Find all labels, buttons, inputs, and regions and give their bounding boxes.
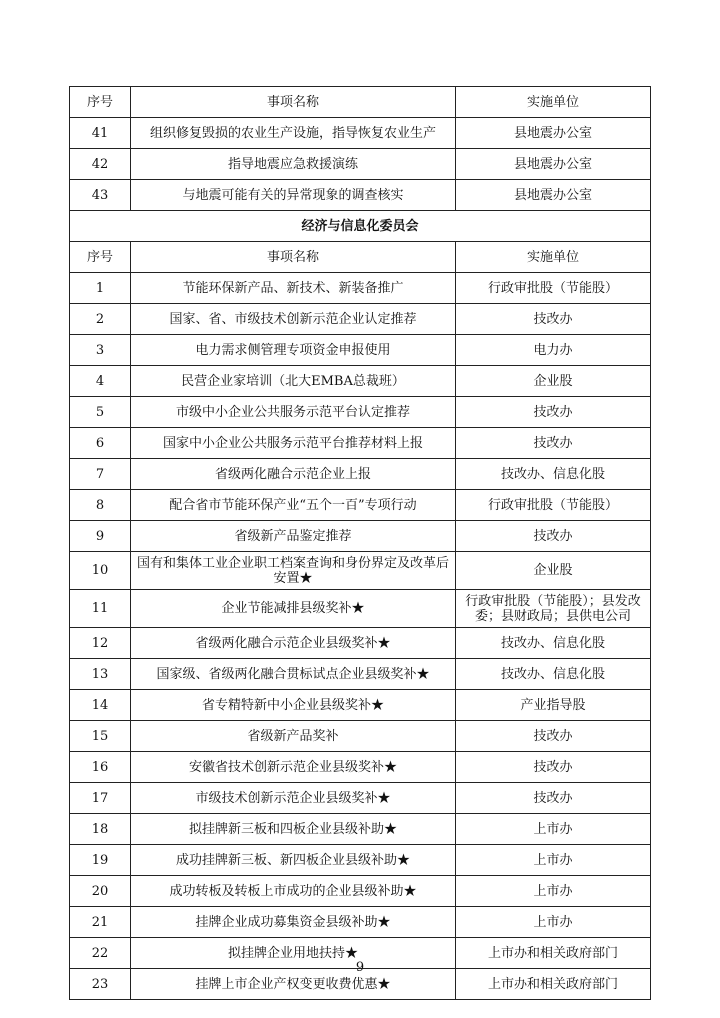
table-row <box>70 304 651 335</box>
cell-unit: 电力办 <box>456 335 651 366</box>
table-row <box>70 721 651 752</box>
cell-unit: 上市办和相关政府部门 <box>456 938 651 969</box>
cell-name: 国有和集体工业企业职工档案查询和身份界定及改革后安置★ <box>131 552 456 590</box>
cell-name: 组织修复毁损的农业生产设施，指导恢复农业生产 <box>131 118 456 149</box>
cell-no: 43 <box>70 180 131 211</box>
cell-unit: 县地震办公室 <box>456 118 651 149</box>
cell-unit: 产业指导股 <box>456 690 651 721</box>
cell-name: 市级中小企业公共服务示范平台认定推荐 <box>131 397 456 428</box>
cell-unit: 行政审批股（节能股） <box>456 273 651 304</box>
cell-unit: 企业股 <box>456 366 651 397</box>
cell-name: 省级新产品奖补 <box>131 721 456 752</box>
table-row <box>70 180 651 211</box>
cell-name: 拟挂牌企业用地扶持★ <box>131 938 456 969</box>
table-header-row <box>70 87 651 118</box>
cell-name: 拟挂牌新三板和四板企业县级补助★ <box>131 814 456 845</box>
header-name: 事项名称 <box>131 242 456 273</box>
cell-name: 企业节能减排县级奖补★ <box>131 590 456 628</box>
cell-name: 成功转板及转板上市成功的企业县级补助★ <box>131 876 456 907</box>
cell-unit: 上市办和相关政府部门 <box>456 969 651 1000</box>
cell-unit: 技改办 <box>456 721 651 752</box>
cell-no: 9 <box>70 521 131 552</box>
cell-name: 与地震可能有关的异常现象的调查核实 <box>131 180 456 211</box>
cell-unit: 技改办 <box>456 304 651 335</box>
table-row <box>70 907 651 938</box>
table-row <box>70 118 651 149</box>
cell-name: 电力需求侧管理专项资金申报使用 <box>131 335 456 366</box>
page-number: 9 <box>355 960 365 975</box>
table-row <box>70 149 651 180</box>
cell-no: 3 <box>70 335 131 366</box>
table-row <box>70 490 651 521</box>
cell-no: 18 <box>70 814 131 845</box>
cell-unit: 企业股 <box>456 552 651 590</box>
cell-name: 挂牌企业成功募集资金县级补助★ <box>131 907 456 938</box>
table-row <box>70 690 651 721</box>
cell-no: 2 <box>70 304 131 335</box>
cell-no: 16 <box>70 752 131 783</box>
cell-unit: 技改办、信息化股 <box>456 459 651 490</box>
cell-unit: 上市办 <box>456 845 651 876</box>
cell-unit: 上市办 <box>456 876 651 907</box>
table-row <box>70 335 651 366</box>
cell-no: 8 <box>70 490 131 521</box>
cell-unit: 行政审批股（节能股） <box>456 490 651 521</box>
header-unit: 实施单位 <box>456 87 651 118</box>
cell-name: 省级两化融合示范企业县级奖补★ <box>131 628 456 659</box>
cell-no: 13 <box>70 659 131 690</box>
table-row <box>70 814 651 845</box>
table-row <box>70 659 651 690</box>
table-row <box>70 459 651 490</box>
cell-no: 15 <box>70 721 131 752</box>
cell-unit: 技改办、信息化股 <box>456 628 651 659</box>
cell-no: 5 <box>70 397 131 428</box>
header-no: 序号 <box>70 242 131 273</box>
table-row <box>70 273 651 304</box>
cell-unit: 技改办、信息化股 <box>456 659 651 690</box>
cell-name: 指导地震应急救援演练 <box>131 149 456 180</box>
table-row <box>70 783 651 814</box>
table-row <box>70 521 651 552</box>
cell-unit: 上市办 <box>456 814 651 845</box>
cell-unit: 技改办 <box>456 397 651 428</box>
table-row <box>70 590 651 628</box>
cell-no: 6 <box>70 428 131 459</box>
header-unit: 实施单位 <box>456 242 651 273</box>
header-name: 事项名称 <box>131 87 456 118</box>
cell-no: 20 <box>70 876 131 907</box>
table-row <box>70 876 651 907</box>
cell-name: 配合省市节能环保产业“五个一百”专项行动 <box>131 490 456 521</box>
cell-unit: 行政审批股（节能股）；县发改委；县财政局；县供电公司 <box>456 590 651 628</box>
cell-name: 挂牌上市企业产权变更收费优惠★ <box>131 969 456 1000</box>
cell-no: 21 <box>70 907 131 938</box>
cell-name: 安徽省技术创新示范企业县级奖补★ <box>131 752 456 783</box>
cell-no: 19 <box>70 845 131 876</box>
table-row <box>70 628 651 659</box>
cell-name: 国家中小企业公共服务示范平台推荐材料上报 <box>131 428 456 459</box>
table-row <box>70 845 651 876</box>
cell-unit: 技改办 <box>456 521 651 552</box>
table-row <box>70 552 651 590</box>
table-header-row <box>70 242 651 273</box>
table-row <box>70 752 651 783</box>
cell-name: 节能环保新产品、新技术、新装备推广 <box>131 273 456 304</box>
header-no: 序号 <box>70 87 131 118</box>
cell-unit: 上市办 <box>456 907 651 938</box>
cell-no: 42 <box>70 149 131 180</box>
table-row <box>70 397 651 428</box>
cell-name: 省专精特新中小企业县级奖补★ <box>131 690 456 721</box>
cell-no: 11 <box>70 590 131 628</box>
cell-name: 成功挂牌新三板、新四板企业县级补助★ <box>131 845 456 876</box>
cell-no: 7 <box>70 459 131 490</box>
cell-no: 4 <box>70 366 131 397</box>
cell-unit: 技改办 <box>456 428 651 459</box>
cell-no: 1 <box>70 273 131 304</box>
cell-no: 23 <box>70 969 131 1000</box>
cell-unit: 技改办 <box>456 752 651 783</box>
cell-no: 22 <box>70 938 131 969</box>
cell-name: 国家、省、市级技术创新示范企业认定推荐 <box>131 304 456 335</box>
table-row <box>70 428 651 459</box>
cell-no: 10 <box>70 552 131 590</box>
cell-name: 国家级、省级两化融合贯标试点企业县级奖补★ <box>131 659 456 690</box>
table-row <box>70 366 651 397</box>
items-table <box>69 86 651 1000</box>
cell-no: 17 <box>70 783 131 814</box>
section-title: 经济与信息化委员会 <box>70 211 651 242</box>
cell-name: 市级技术创新示范企业县级奖补★ <box>131 783 456 814</box>
cell-unit: 技改办 <box>456 783 651 814</box>
cell-no: 14 <box>70 690 131 721</box>
cell-no: 41 <box>70 118 131 149</box>
cell-unit: 县地震办公室 <box>456 149 651 180</box>
cell-no: 12 <box>70 628 131 659</box>
cell-name: 省级新产品鉴定推荐 <box>131 521 456 552</box>
cell-name: 民营企业家培训（北大EMBA总裁班） <box>131 366 456 397</box>
section-row <box>70 211 651 242</box>
cell-unit: 县地震办公室 <box>456 180 651 211</box>
cell-name: 省级两化融合示范企业上报 <box>131 459 456 490</box>
